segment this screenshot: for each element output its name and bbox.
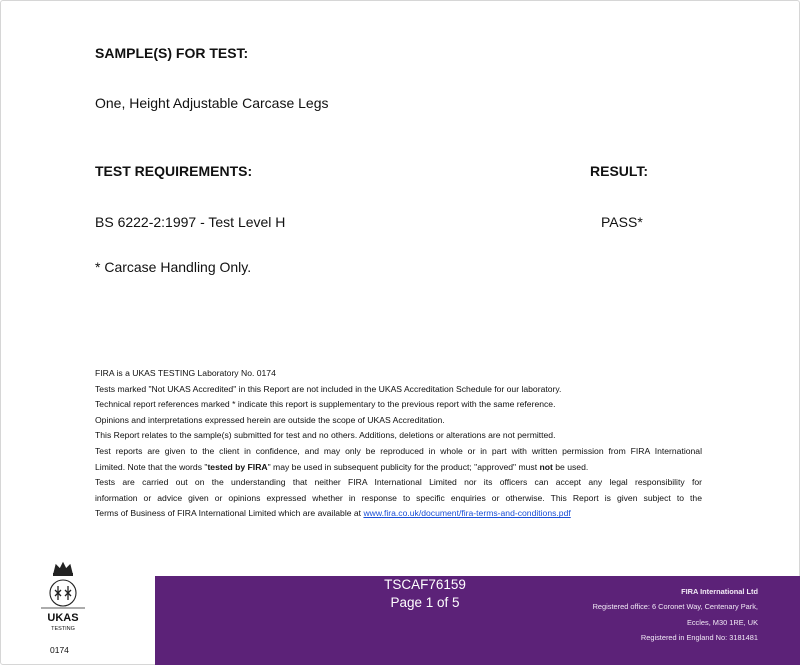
ukas-logo	[33, 555, 93, 633]
test-result: PASS*	[601, 214, 643, 230]
result-heading: RESULT:	[590, 163, 649, 179]
company-registration: Registered in England No: 3181481	[640, 633, 758, 643]
ukas-logo-text: UKAS	[47, 612, 79, 624]
note-line: Limited. Note that the words "tested by FIRA" may be used in subsequent publicity for the product; "approved" must not be used.	[95, 461, 589, 472]
result-footnote: * Carcase Handling Only.	[95, 259, 252, 275]
company-address-line: Eccles, M30 1RE, UK	[686, 617, 758, 627]
note-line: FIRA is a UKAS TESTING Laboratory No. 0174	[95, 368, 276, 378]
note-line: information or advice given or opinions expressed whether in response to specific enquiries or otherwise. This Report is given subject to the	[95, 492, 702, 503]
requirements-heading: TEST REQUIREMENTS:	[95, 163, 253, 179]
report-id: TSCAF76159	[384, 577, 466, 592]
note-line: Opinions and interpretations expressed herein are outside the scope of UKAS Accreditation.	[95, 414, 445, 425]
terms-link[interactable]: www.fira.co.uk/document/fira-terms-and-conditions.pdf	[363, 508, 571, 519]
test-standard: BS 6222-2:1997 - Test Level H	[95, 214, 286, 230]
note-line: Technical report references marked * indicate this report is supplementary to the previous report with the same reference.	[95, 399, 556, 410]
samples-description: One, Height Adjustable Carcase Legs	[95, 95, 329, 111]
note-line: Tests marked "Not UKAS Accredited" in this Report are not included in the UKAS Accreditation Schedule for our laboratory.	[95, 383, 562, 394]
note-line: This Report relates to the sample(s) submitted for test and no others. Additions, deletions or alterations are not permitted.	[95, 430, 556, 441]
ukas-logo-subtext: TESTING	[51, 626, 75, 632]
lab-number: 0174	[50, 645, 69, 655]
company-info	[593, 584, 758, 646]
note-line: Terms of Business of FIRA International Limited which are available at www.fira.co.uk/document/fira-terms-and-conditions.pdf	[95, 508, 571, 519]
report-notes	[95, 366, 702, 522]
footer-band	[155, 576, 800, 665]
note-line: Tests are carried out on the understanding that neither FIRA International Limited nor its officers can accept any legal responsibility for	[95, 477, 702, 488]
samples-heading: SAMPLE(S) FOR TEST:	[95, 45, 249, 61]
company-address-line: Registered office: 6 Coronet Way, Centenary Park,	[592, 602, 758, 612]
company-name: FIRA International Ltd	[681, 587, 758, 596]
page-number: Page 1 of 5	[390, 595, 460, 610]
note-line: Test reports are given to the client in confidence, and may only be reproduced in whole or in part with written permission from FIRA International	[95, 445, 702, 456]
